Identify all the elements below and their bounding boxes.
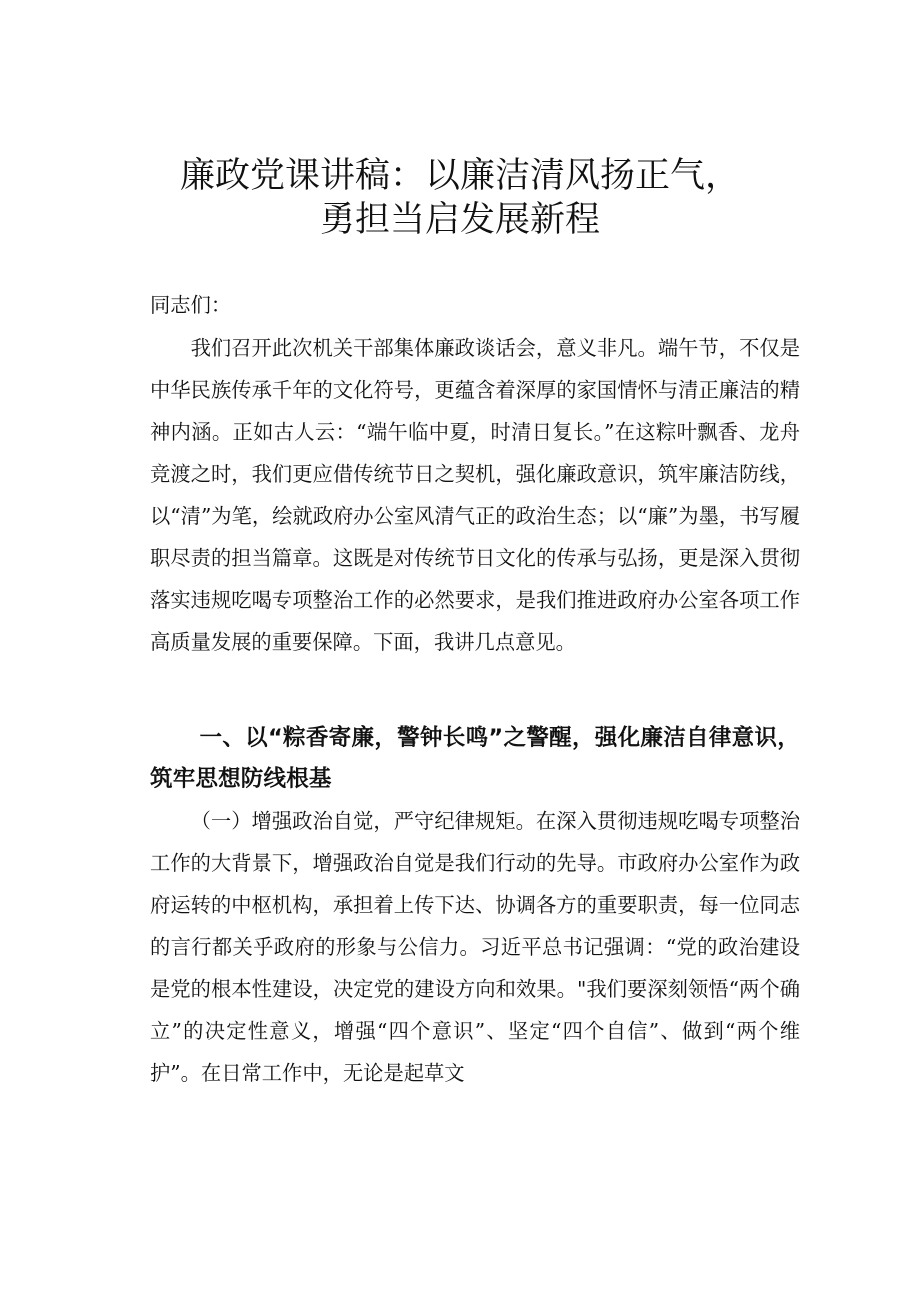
document-title-line1: 廉政党课讲稿：以廉洁清风扬正气， bbox=[179, 156, 740, 196]
document-title-line2: 勇担当启发展新程 bbox=[319, 200, 600, 240]
section-heading-1: 一、以“粽香寄廉，警钟长鸣”之警醒，强化廉洁自律意识，筑牢思想防线根基 bbox=[150, 725, 800, 792]
paragraph-section1-item1: （一）增强政治自觉，严守纪律规矩。在深入贯彻违规吃喝专项整治工作的大背景下，增强政治自觉是我们行动的先导。市政府办公室作为政府运转的中枢机构，承担着上传下达、协调各方的重要职责，每一位同志的言行都关乎政府的形象与公信力。习近平总书记强调：“党的政治建设是党的根本性建设，决定党的建设方向和效果。"我们要深刻领悟“两个确立”的决定性意义，增强“四个意识”、坚定“四个自信”、做到“两个维护”。在日常工作中，无论是起草文 bbox=[150, 809, 800, 1085]
paragraph-intro: 我们召开此次机关干部集体廉政谈话会，意义非凡。端午节，不仅是中华民族传承千年的文化符号，更蕴含着深厚的家国情怀与清正廉洁的精神内涵。正如古人云：“端午临中夏，时清日复长。”在这粽叶飘香、龙舟竞渡之时，我们更应借传统节日之契机，强化廉政意识，筑牢廉洁防线，以“清”为笔，绘就政府办公室风清气正的政治生态；以“廉”为墨，书写履职尽责的担当篇章。这既是对传统节日文化的传承与弘扬，更是深入贯彻落实违规吃喝专项整治工作的必然要求，是我们推进政府办公室各项工作高质量发展的重要保障。下面，我讲几点意见。 bbox=[150, 336, 800, 654]
salutation: 同志们： bbox=[150, 293, 232, 317]
